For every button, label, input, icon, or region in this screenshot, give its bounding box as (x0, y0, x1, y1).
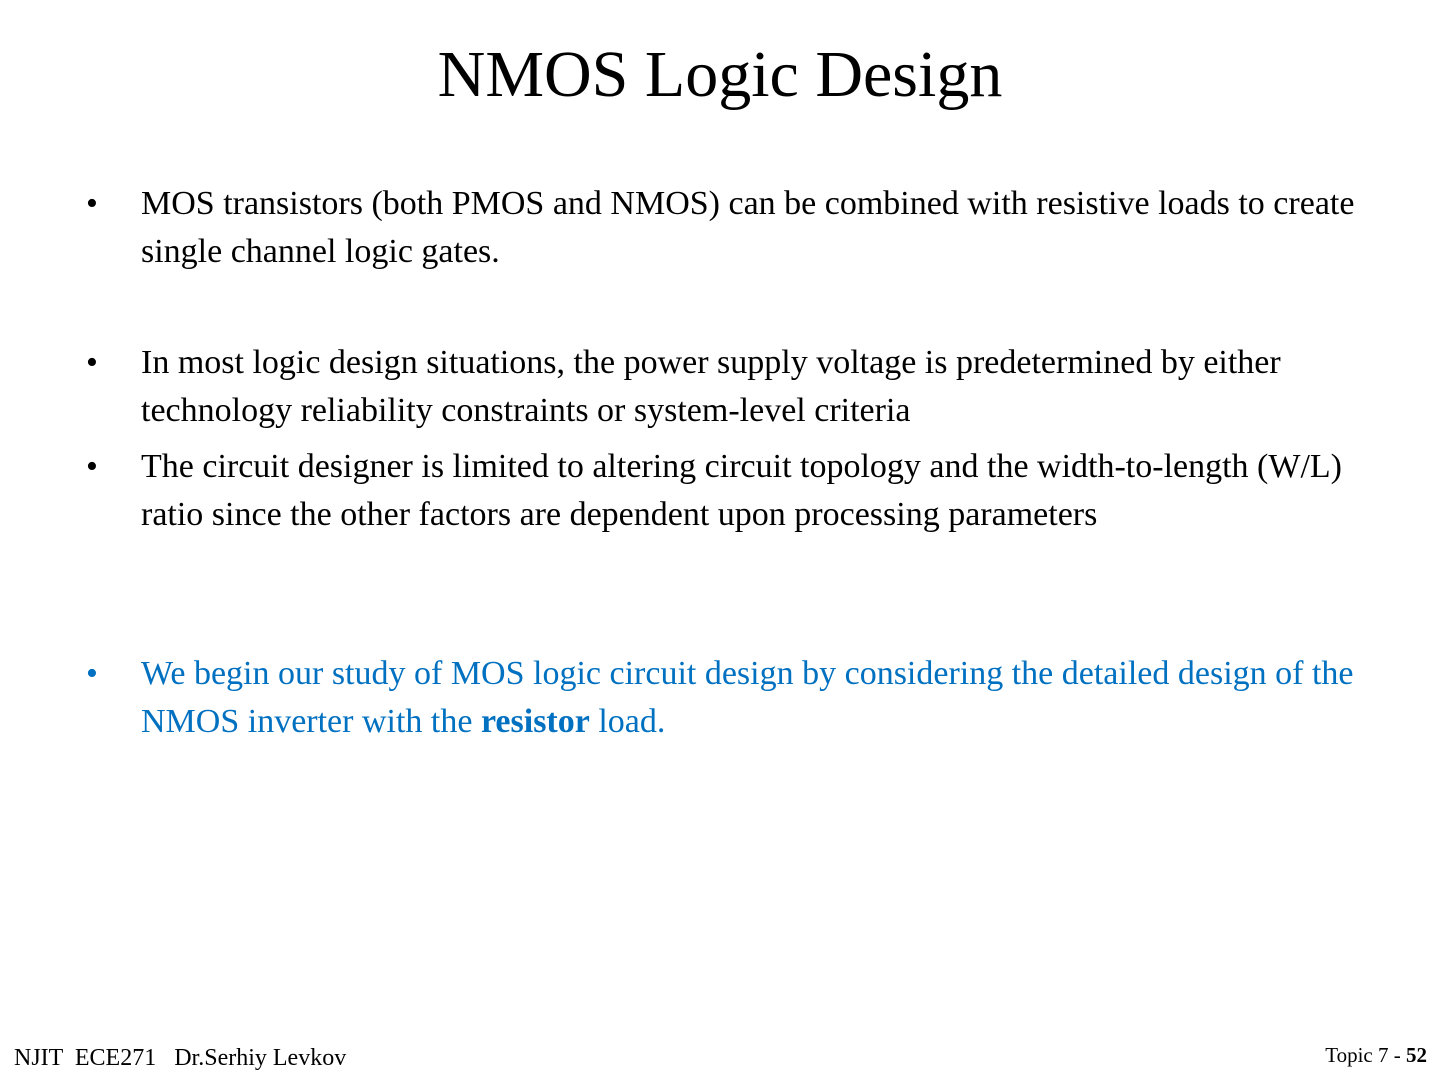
slide-title: NMOS Logic Design (437, 38, 1003, 111)
footer-page-num: 52 (1406, 1043, 1427, 1067)
footer-topic-label: Topic 7 - (1325, 1043, 1406, 1067)
bullet-marker: • (86, 655, 98, 692)
footer-course-info: NJIT ECE271 Dr.Serhiy Levkov (14, 1045, 347, 1071)
bullet-marker: • (86, 185, 98, 222)
footer-page-number (1325, 1040, 1427, 1070)
bullet-text-bold: resistor (480, 703, 590, 740)
bullet-text: The circuit designer is limited to altering circuit topology and the width-to-length (W/L) ratio since the other factors are dependent upon processing parameters (141, 448, 1343, 533)
bullet-text: In most logic design situations, the power supply voltage is predetermined by either technology reliability constraints or system-level criteria (141, 344, 1281, 429)
bullet-text-part: We begin our study of MOS logic circuit design by considering the detailed design of the NMOS inverter with the (141, 655, 1354, 740)
bullet-marker: • (86, 448, 98, 485)
bullet-text (141, 650, 1361, 746)
bullet-marker: • (86, 344, 98, 381)
bullet-text-part: load. (589, 703, 666, 740)
bullet-text: MOS transistors (both PMOS and NMOS) can be combined with resistive loads to create single channel logic gates. (141, 185, 1355, 270)
